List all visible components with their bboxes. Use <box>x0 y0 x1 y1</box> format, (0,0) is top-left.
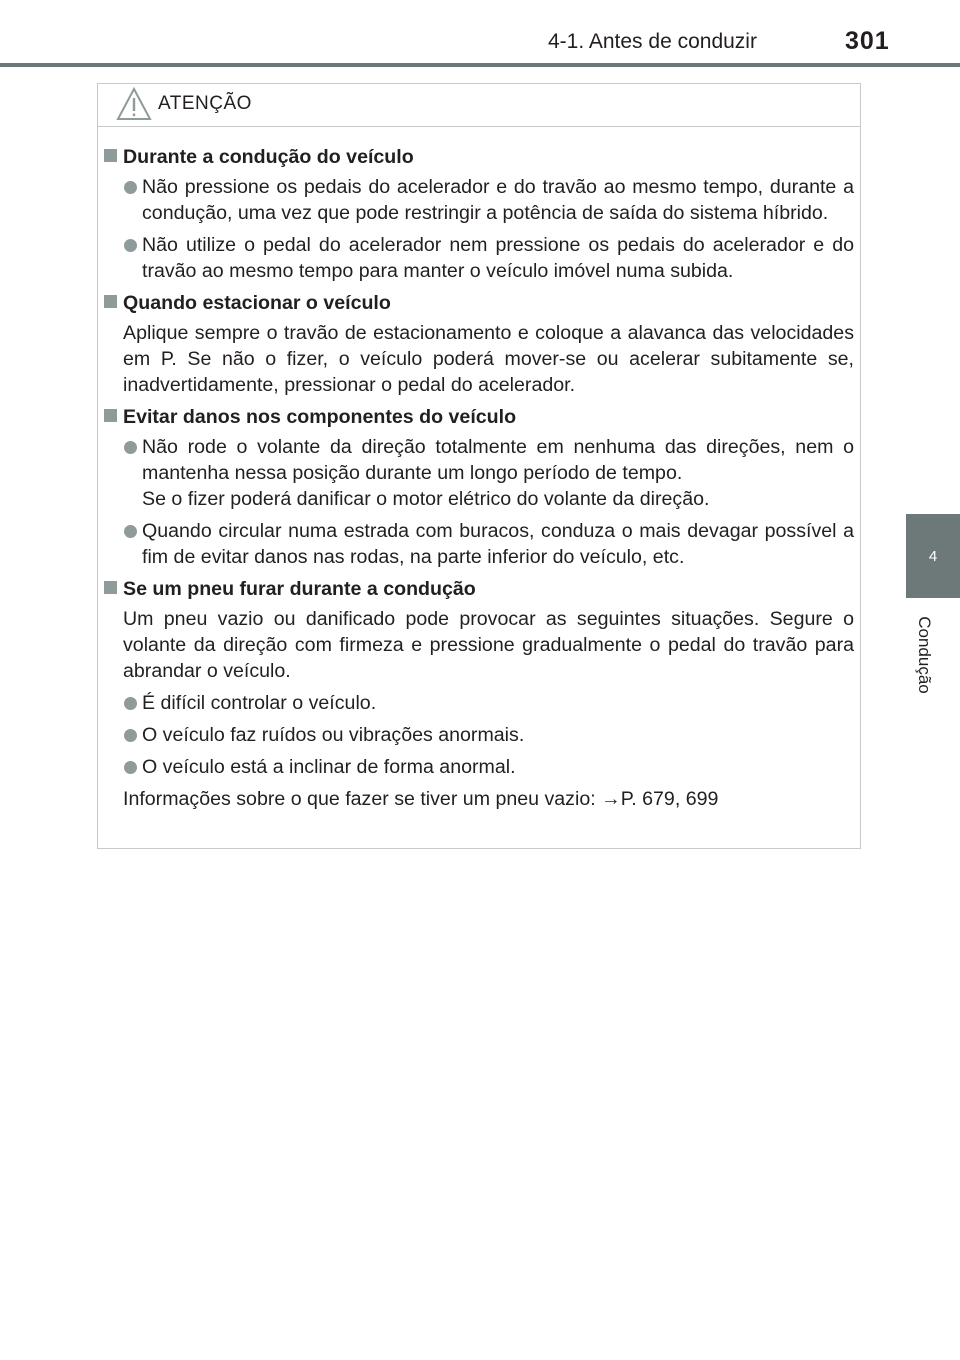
bullet-text: É difícil controlar o veículo. <box>142 692 377 714</box>
warning-title: ATENÇÃO <box>158 93 252 114</box>
list-item <box>104 722 854 748</box>
square-bullet-icon <box>104 149 117 162</box>
section-heading: Durante a condução do veículo <box>104 144 854 170</box>
chapter-label-text: Condução <box>915 616 935 694</box>
round-bullet-icon <box>124 525 137 538</box>
header-section-title: 4-1. Antes de conduzir <box>548 30 757 53</box>
list-item <box>104 232 854 284</box>
round-bullet-icon <box>124 761 137 774</box>
page-number: 301 <box>845 27 890 55</box>
list-item <box>104 518 854 570</box>
warning-triangle-icon <box>116 87 152 121</box>
bullet-text: Não rode o volante da direção totalmente em nenhuma das direções, nem o mantenha nessa posição durante um longo período de tempo. <box>142 436 854 484</box>
list-item <box>104 690 854 716</box>
chapter-number: 4 <box>928 547 938 565</box>
page-reference: Informações sobre o que fazer se tiver um pneu vazio: →P. 679, 699 <box>123 788 719 810</box>
chapter-tab[interactable] <box>906 514 960 598</box>
warning-header <box>98 84 860 127</box>
list-item <box>104 754 854 780</box>
header-divider <box>0 63 960 67</box>
warning-content <box>104 144 854 818</box>
round-bullet-icon <box>124 729 137 742</box>
list-item <box>104 174 854 226</box>
section-heading: Evitar danos nos componentes do veículo <box>104 404 854 430</box>
bullet-text: Não utilize o pedal do acelerador nem pressione os pedais do acelerador e do travão ao mesmo tempo para manter o veículo imóvel numa subida. <box>142 234 854 282</box>
chapter-label <box>902 600 946 710</box>
bullet-text: O veículo faz ruídos ou vibrações anormais. <box>142 724 525 746</box>
round-bullet-icon <box>124 697 137 710</box>
section-heading: Quando estacionar o veículo <box>104 290 854 316</box>
list-item <box>104 434 854 512</box>
bullet-text: Se o fizer poderá danificar o motor elétrico do volante da direção. <box>142 488 710 510</box>
round-bullet-icon <box>124 239 137 252</box>
section-paragraph: Um pneu vazio ou danificado pode provocar as seguintes situações. Segure o volante da direção com firmeza e pressione gradualmente o pedal do travão para abrandar o veículo. <box>123 608 854 682</box>
square-bullet-icon <box>104 295 117 308</box>
section-paragraph: Aplique sempre o travão de estacionamento e coloque a alavanca das velocidades em P. Se não o fizer, o veículo poderá mover-se ou acelerar subitamente se, inadvertidamente, pressionar o pedal do acelerador. <box>123 322 854 396</box>
bullet-text: O veículo está a inclinar de forma anormal. <box>142 756 516 778</box>
square-bullet-icon <box>104 409 117 422</box>
square-bullet-icon <box>104 581 117 594</box>
round-bullet-icon <box>124 441 137 454</box>
bullet-text: Quando circular numa estrada com buracos, conduza o mais devagar possível a fim de evitar danos nas rodas, na parte inferior do veículo, etc. <box>142 520 854 568</box>
round-bullet-icon <box>124 181 137 194</box>
bullet-text: Não pressione os pedais do acelerador e do travão ao mesmo tempo, durante a condução, uma vez que pode restringir a potência de saída do sistema híbrido. <box>142 176 854 224</box>
section-heading: Se um pneu furar durante a condução <box>104 576 854 602</box>
